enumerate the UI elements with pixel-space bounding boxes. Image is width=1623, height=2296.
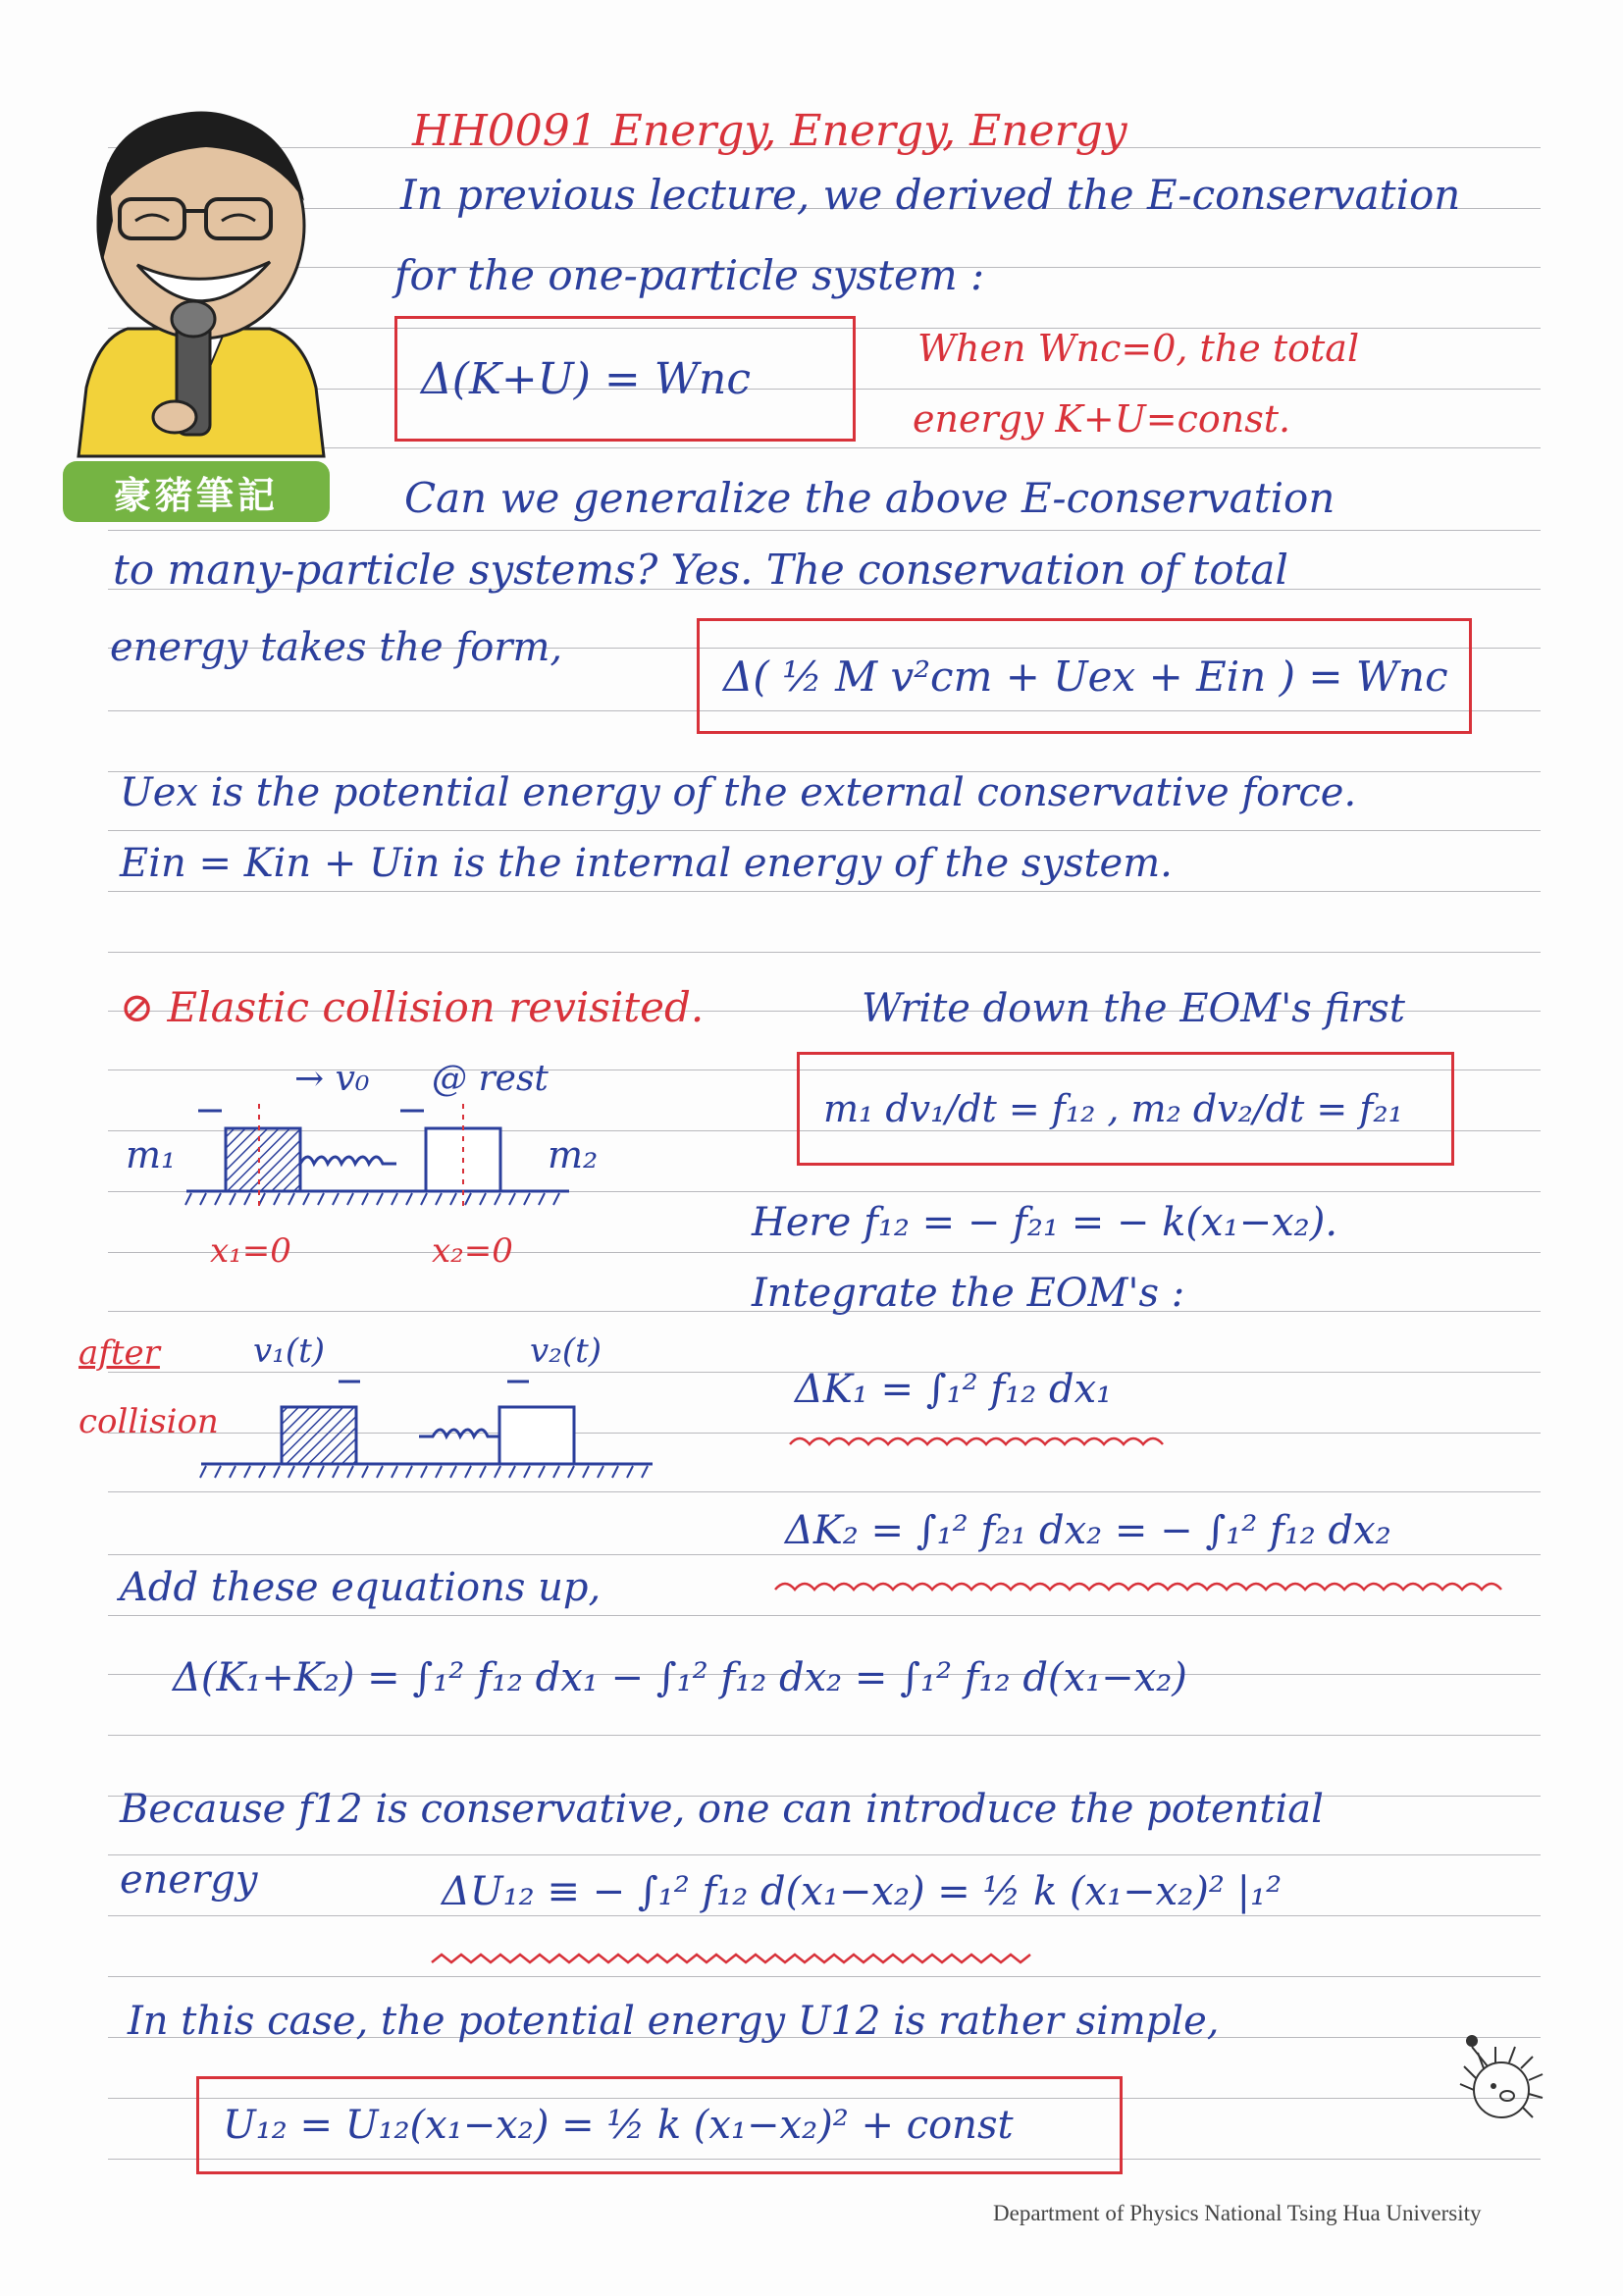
- energy-word: energy: [120, 1857, 258, 1903]
- sum-equation: Δ(K₁+K₂) = ∫₁² f₁₂ dx₁ − ∫₁² f₁₂ dx₂ = ∫₁² f₁₂ d(x₁−x₂): [173, 1655, 1187, 1700]
- ruled-line: [108, 1915, 1541, 1916]
- box-equation: m₁ dv₁/dt = f₁₂ , m₂ dv₂/dt = f₂₁: [823, 1087, 1403, 1130]
- side-note-line-1: When Wnc=0, the total: [917, 327, 1360, 370]
- because-text: Because f12 is conservative, one can introduce the potential: [120, 1787, 1324, 1832]
- after-label: after: [79, 1333, 160, 1373]
- ruled-line: [108, 1554, 1541, 1555]
- energy-conservation-box: [394, 316, 856, 442]
- intro-line-1: In previous lecture, we derived the E-conservation: [400, 171, 1461, 219]
- underline-squiggle: [432, 1953, 1040, 1972]
- box-equation: Δ( ½ M v²cm + Uex + Ein ) = Wnc: [723, 652, 1448, 701]
- collision-diagram-after: [201, 1382, 662, 1489]
- intro-line-2: for the one-particle system :: [394, 251, 985, 299]
- m2-label: m₂: [548, 1133, 599, 1176]
- delta-k2-equation: ΔK₂ = ∫₁² f₂₁ dx₂ = − ∫₁² f₁₂ dx₂: [785, 1508, 1391, 1553]
- page-footer: Department of Physics National Tsing Hua University: [993, 2201, 1482, 2225]
- ruled-line: [108, 952, 1541, 953]
- integrate-heading: Integrate the EOM's :: [752, 1271, 1185, 1316]
- underline-squiggle: [775, 1580, 1511, 1599]
- v2t-label: v₂(t): [530, 1331, 602, 1371]
- question-line-2: to many-particle systems? Yes. The conservation of total: [113, 546, 1288, 594]
- potential-energy-definition: ΔU₁₂ ≡ − ∫₁² f₁₂ d(x₁−x₂) = ½ k (x₁−x₂)² |₁²: [442, 1869, 1283, 1914]
- side-note-line-2: energy K+U=const.: [913, 397, 1291, 441]
- question-line-3: energy takes the form,: [110, 625, 563, 670]
- box-equation: Δ(K+U) = Wnc: [421, 353, 751, 404]
- section-instruction: Write down the EOM's first: [862, 986, 1405, 1031]
- ruled-line: [108, 1735, 1541, 1736]
- ruled-line: [108, 1252, 1541, 1253]
- page-title: HH0091 Energy, Energy, Energy: [412, 106, 1127, 156]
- x2-origin-label: x₂=0: [432, 1231, 513, 1271]
- ruled-line: [108, 891, 1541, 892]
- ruled-line: [108, 830, 1541, 831]
- hedgehog-doodle: [1452, 2021, 1550, 2129]
- at-rest-label: @ rest: [432, 1059, 549, 1099]
- ruled-line: [108, 1854, 1541, 1855]
- box-equation: U₁₂ = U₁₂(x₁−x₂) = ½ k (x₁−x₂)² + const: [223, 2103, 1014, 2148]
- force-relation: Here f₁₂ = − f₂₁ = − k(x₁−x₂).: [752, 1200, 1338, 1245]
- underline-squiggle: [790, 1435, 1182, 1454]
- v1t-label: v₁(t): [253, 1331, 326, 1371]
- delta-k1-equation: ΔK₁ = ∫₁² f₁₂ dx₁: [795, 1367, 1113, 1412]
- ruled-line: [108, 530, 1541, 531]
- eom-box: [797, 1052, 1454, 1166]
- mascot-illustration: [59, 93, 343, 466]
- notes-badge: 豪豬筆記: [63, 461, 330, 522]
- ruled-line: [108, 1976, 1541, 1977]
- many-particle-energy-box: [697, 618, 1472, 734]
- ein-definition: Ein = Kin + Uin is the internal energy of the system.: [120, 841, 1173, 886]
- potential-energy-box: [196, 2076, 1123, 2174]
- collision-label: collision: [79, 1402, 219, 1441]
- uex-definition: Uex is the potential energy of the external conservative force.: [120, 770, 1357, 815]
- section-heading: ⊘ Elastic collision revisited.: [120, 983, 705, 1031]
- ruled-line: [108, 1491, 1541, 1492]
- question-line-1: Can we generalize the above E-conservation: [404, 474, 1335, 522]
- add-equations-text: Add these equations up,: [120, 1565, 602, 1610]
- in-this-case-text: In this case, the potential energy U12 is rather simple,: [128, 1999, 1220, 2044]
- collision-diagram-before: [186, 1109, 579, 1217]
- ruled-line: [108, 1615, 1541, 1616]
- m1-label: m₁: [126, 1133, 177, 1176]
- x1-origin-label: x₁=0: [210, 1231, 291, 1271]
- v0-label: → v₀: [294, 1059, 370, 1099]
